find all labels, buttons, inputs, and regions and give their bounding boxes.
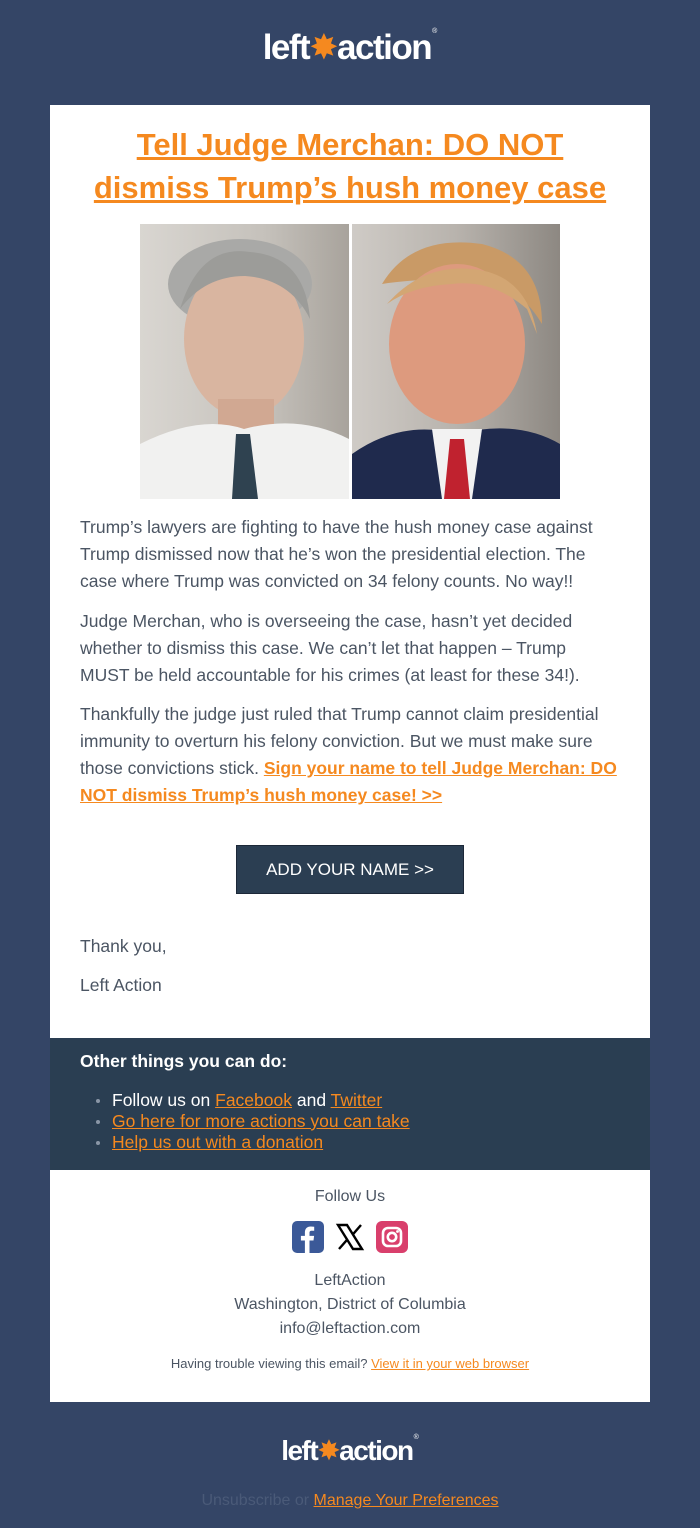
judge-photo [140, 224, 349, 499]
main-card [50, 105, 650, 1038]
registered-mark: ® [413, 1434, 419, 1441]
logo-text-left: left [281, 1435, 318, 1466]
unsubscribe-line [200, 1492, 500, 1510]
instagram-icon[interactable] [376, 1221, 408, 1253]
burst-icon: ✸ [317, 1435, 340, 1466]
facebook-icon[interactable] [292, 1221, 324, 1253]
add-your-name-button[interactable]: ADD YOUR NAME >> [236, 845, 464, 894]
twitter-link[interactable]: Twitter [330, 1090, 383, 1110]
registered-mark: ® [432, 28, 438, 35]
footer-org: LeftAction [314, 1272, 386, 1289]
or-text: or [294, 1492, 310, 1509]
trump-photo [352, 224, 560, 499]
paragraph-3 [80, 701, 620, 809]
closing-signoff: Left Action [80, 975, 162, 995]
list-item [80, 1111, 410, 1132]
manage-preferences-link[interactable]: Manage Your Preferences [313, 1492, 499, 1509]
leftaction-logo-footer[interactable] [0, 1434, 700, 1467]
trouble-viewing [50, 1356, 650, 1371]
paragraph-1: Trump’s lawyers are fighting to have the hush money case against Trump dismissed now that he’s won the presidential election. The case where Trump was convicted on 34 felony counts. No way!! [80, 517, 593, 591]
list-item [80, 1132, 410, 1153]
paragraph-3-text: Thankfully the judge just ruled that Trump cannot claim presidential immunity to overturn his felony conviction. But we must make sure those convictions stick. [80, 704, 599, 778]
logo-text-left: left [262, 28, 310, 67]
footer-address: Washington, District of Columbia [234, 1296, 466, 1313]
donation-link[interactable]: Help us out with a donation [112, 1132, 324, 1152]
facebook-link[interactable]: Facebook [215, 1090, 292, 1110]
logo-text-right: action [339, 1435, 413, 1466]
other-actions-panel [50, 1038, 650, 1170]
social-icons [292, 1221, 408, 1253]
other-actions-title: Other things you can do: [80, 1051, 288, 1071]
hero-image[interactable] [140, 224, 560, 499]
footer [50, 1170, 650, 1402]
burst-icon: ✸ [309, 28, 338, 67]
trouble-text: Having trouble viewing this email? [170, 1356, 368, 1371]
other-actions-list [80, 1090, 410, 1153]
footer-email: info@leftaction.com [279, 1320, 421, 1337]
more-actions-link[interactable]: Go here for more actions you can take [112, 1111, 410, 1131]
view-in-browser-link[interactable]: View it in your web browser [371, 1356, 530, 1371]
closing-thanks: Thank you, [80, 936, 167, 956]
list-item [80, 1090, 410, 1111]
paragraph-2: Judge Merchan, who is overseeing the case, hasn’t yet decided whether to dismiss this case. We can’t let that happen – Trump MUST be held accountable for his crimes (at least for these 34!). [80, 611, 580, 685]
logo-text-right: action [337, 28, 432, 67]
unsubscribe-link[interactable]: Unsubscribe [201, 1492, 291, 1509]
follow-us-title: Follow Us [314, 1188, 386, 1205]
sign-petition-link[interactable]: Sign your name to tell Judge Merchan: DO NOT dismiss Trump’s hush money case! >> [80, 758, 617, 805]
follow-prefix: Follow us on [112, 1090, 211, 1110]
x-icon[interactable] [334, 1221, 366, 1253]
and-text: and [296, 1090, 327, 1110]
leftaction-logo[interactable] [0, 28, 700, 68]
headline-link[interactable]: Tell Judge Merchan: DO NOT dismiss Trump’s hush money case [93, 127, 607, 205]
